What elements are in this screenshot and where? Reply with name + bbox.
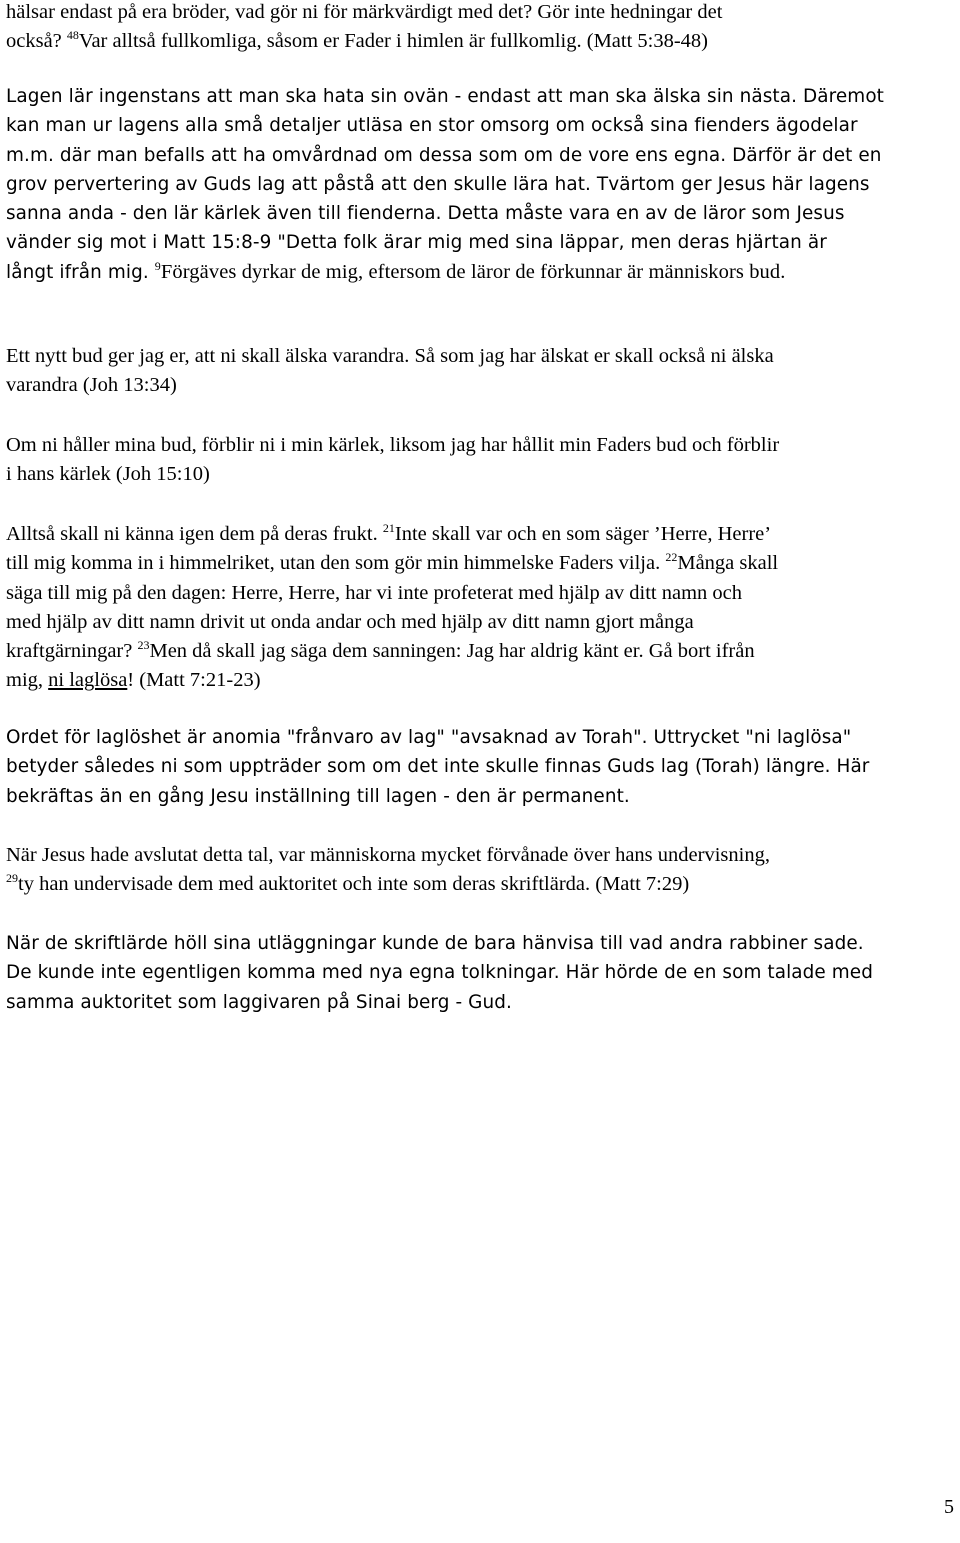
paragraph-matthew-7-21 <box>6 520 778 696</box>
verse-number: 29 <box>6 871 18 886</box>
text-line: mig, ni laglösa! (Matt 7:21-23) <box>6 669 261 692</box>
text-line: vänder sig mot i Matt 15:8-9 "Detta folk ärar mig med sina läppar, men deras hjärtan är <box>6 232 827 254</box>
paragraph-scribes <box>6 929 873 1017</box>
text-line: också? $^{48}$Var alltså fullkomliga, såsom er Fader i himlen är fullkomlig. (Matt 5:38-48) <box>6 28 709 53</box>
verse-number: 23 <box>137 638 150 653</box>
underlined-phrase: ni laglösa <box>48 669 128 692</box>
text-line: grov pervertering av Guds lag att påstå att den skulle lära hat. Tvärtom ger Jesus här lagens <box>6 173 870 195</box>
paragraph-matthew-5 <box>6 0 722 57</box>
verse-number: 48 <box>66 28 79 43</box>
paragraph-matthew-7-29 <box>6 841 770 900</box>
verse-number: 21 <box>382 521 395 535</box>
text-line: $^{29}$ty han undervisade dem med auktoritet och inte som deras skriftlärda. (Matt 7:29) <box>6 871 690 896</box>
text-line: När Jesus hade avslutat detta tal, var människorna mycket förvånade över hans undervisning, <box>6 844 770 866</box>
text-line: samma auktoritet som laggivaren på Sinai berg - Gud. <box>6 991 512 1013</box>
text-line: säga till mig på den dagen: Herre, Herre, har vi inte profeterat med hjälp av ditt namn och <box>6 581 743 604</box>
text-line: med hjälp av ditt namn drivit ut onda andar och med hjälp av ditt namn gjort många <box>6 610 694 633</box>
page-number: 5 <box>944 1496 954 1518</box>
text-line: Ett nytt bud ger jag er, att ni skall älska varandra. Så som jag har älskat er skall också ni älska <box>6 345 774 367</box>
text-line: till mig komma in i himmelriket, utan den som gör min himmelske Faders vilja. $^{22}$Många skall <box>6 550 779 575</box>
text-line: kraftgärningar? $^{23}$Men då skall jag säga dem sanningen: Jag har aldrig känt er. Gå bort ifrån <box>6 638 755 663</box>
paragraph-john-13 <box>6 342 774 401</box>
text-line: Ordet för laglöshet är anomia "frånvaro av lag" "avsaknad av Torah". Uttrycket "ni laglösa" <box>6 727 852 748</box>
text-line: Alltså skall ni känna igen dem på deras frukt. $^{21}$Inte skall var och en som säger ’Herre, Herre’ <box>6 521 772 545</box>
text-line: När de skriftlärde höll sina utläggningar kunde de bara hänvisa till vad andra rabbiner sade. <box>6 933 864 954</box>
text-line: hälsar endast på era bröder, vad gör ni för märkvärdigt med det? Gör inte hedningar det <box>6 1 723 23</box>
text-line: Lagen lär ingenstans att man ska hata sin ovän - endast att man ska älska sin nästa. Däremot <box>6 86 884 107</box>
paragraph-john-15 <box>6 431 779 490</box>
text-line: m.m. där man befalls att ha omvårdnad om dessa som om de vore ens egna. Därför är det en <box>6 144 882 166</box>
text-line: De kunde inte egentligen komma med nya egna tolkningar. Här hörde de en som talade med <box>6 962 873 984</box>
paragraph-law-commentary <box>6 82 884 287</box>
verse-number: 9 <box>154 258 161 273</box>
text-line: sanna anda - den lär kärlek även till fienderna. Detta måste vara en av de läror som Jesus <box>6 203 845 225</box>
text-line: varandra (Joh 13:34) <box>6 374 177 397</box>
text-line: långt ifrån mig. $^9$Förgäves dyrkar de mig, eftersom de läror de förkunnar är människors bud. <box>6 258 786 283</box>
text-line: bekräftas än en gång Jesu inställning till lagen - den är permanent. <box>6 785 630 807</box>
verse-number: 22 <box>665 550 678 565</box>
text-line: betyder således ni som uppträder som om det inte skulle finnas Guds lag (Torah) längre. Här <box>6 756 870 778</box>
text-line: i hans kärlek (Joh 15:10) <box>6 463 210 486</box>
paragraph-anomia <box>6 723 869 811</box>
text-line: Om ni håller mina bud, förblir ni i min kärlek, liksom jag har hållit min Faders bud och förblir <box>6 434 780 456</box>
text-line: kan man ur lagens alla små detaljer utläsa en stor omsorg om också sina fienders ägodelar <box>6 115 858 137</box>
